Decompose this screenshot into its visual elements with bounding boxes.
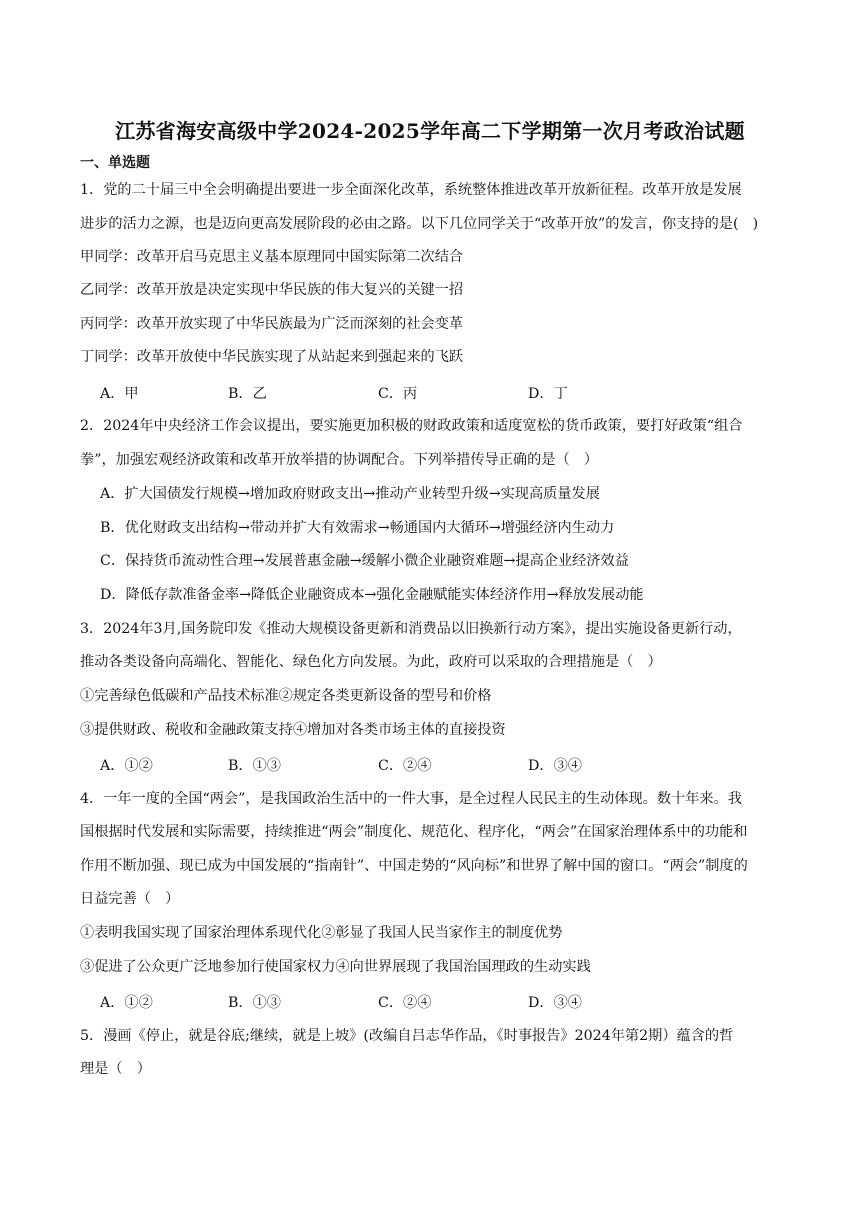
q1-statement-1: 甲同学：改革开启马克思主义基本原理同中国实际第二次结合 (80, 249, 464, 265)
q2-stem-line-2: 拳”，加强宏观经济政策和改革开放举措的协调配合。下列举措传导正确的是（ ） (80, 452, 599, 468)
q2-option-c[interactable]: C．保持货币流动性合理→发展普惠金融→缓解小微企业融资难题→提高企业经济效益 (100, 553, 629, 569)
q3-stem-line-2: 推动各类设备向高端化、智能化、绿色化方向发展。为此，政府可以采取的合理措施是（ ） (80, 654, 662, 670)
q4-stem-line-4: 日益完善（ ） (80, 891, 180, 907)
q3-statement-1: ①完善绿色低碳和产品技术标准②规定各类更新设备的型号和价格 (80, 688, 492, 704)
q3-option-c[interactable]: C．②④ (378, 758, 432, 774)
q3-option-a[interactable]: A．①② (100, 758, 153, 774)
q4-stem-line-3: 作用不断加强、现已成为中国发展的“指南针”、中国走势的“风向标”和世界了解中国的窗口。“两会”制度的 (80, 858, 748, 874)
q4-option-c[interactable]: C．②④ (378, 995, 432, 1011)
q2-option-b[interactable]: B．优化财政支出结构→带动并扩大有效需求→畅通国内大循环→增强经济内生动力 (100, 520, 615, 536)
q4-statement-2: ③促进了公众更广泛地参加行使国家权力④向世界展现了我国治国理政的生动实践 (80, 959, 591, 975)
q1-option-b[interactable]: B．乙 (228, 386, 267, 402)
q4-option-d[interactable]: D．③④ (528, 995, 582, 1011)
section-heading: 一、单选题 (80, 155, 150, 171)
q1-stem-line-2: 进步的活力之源，也是迈向更高发展阶段的必由之路。以下几位同学关于“改革开放”的发言，你支持的是( ) (80, 216, 759, 232)
page-title: 江苏省海安高级中学2024-2025学年高二下学期第一次月考政治试题 (115, 119, 745, 143)
q1-stem-line-1: 1．党的二十届三中全会明确提出要进一步全面深化改革，系统整体推进改革开放新征程。改革开放是发展 (80, 182, 742, 198)
q2-stem-line-1: 2．2024年中央经济工作会议提出，要实施更加积极的财政政策和适度宽松的货币政策，要打好政策“组合 (80, 418, 743, 434)
q1-statement-4: 丁同学：改革开放使中华民族实现了从站起来到强起来的飞跃 (80, 349, 464, 365)
q1-option-c[interactable]: C．丙 (378, 386, 418, 402)
q5-stem-line-1: 5．漫画《停止，就是谷底;继续，就是上坡》(改编自吕志华作品，《时事报告》2024年第2期）蕴含的哲 (80, 1028, 734, 1044)
q2-option-d[interactable]: D．降低存款准备金率→降低企业融资成本→强化金融赋能实体经济作用→释放发展动能 (100, 587, 644, 603)
q4-statement-1: ①表明我国实现了国家治理体系现代化②彰显了我国人民当家作主的制度优势 (80, 925, 563, 941)
q3-statement-2: ③提供财政、税收和金融政策支持④增加对各类市场主体的直接投资 (80, 722, 506, 738)
q3-option-b[interactable]: B．①③ (228, 758, 281, 774)
q4-stem-line-2: 国根据时代发展和实际需要，持续推进“两会”制度化、规范化、程序化，“两会”在国家治理体系中的功能和 (80, 824, 748, 840)
q1-option-a[interactable]: A．甲 (100, 386, 139, 402)
q2-option-a[interactable]: A．扩大国债发行规模→增加政府财政支出→推动产业转型升级→实现高质量发展 (100, 486, 600, 502)
q4-option-a[interactable]: A．①② (100, 995, 153, 1011)
q4-option-b[interactable]: B．①③ (228, 995, 281, 1011)
q3-option-d[interactable]: D．③④ (528, 758, 582, 774)
q1-statement-3: 丙同学：改革开放实现了中华民族最为广泛而深刻的社会变革 (80, 316, 464, 332)
q3-stem-line-1: 3．2024年3月,国务院印发《推动大规模设备更新和消费品以旧换新行动方案》，提出实施设备更新行动， (80, 621, 742, 637)
q4-stem-line-1: 4．一年一度的全国“两会”，是我国政治生活中的一件大事，是全过程人民民主的生动体现。数十年来。我 (80, 791, 742, 807)
q1-option-d[interactable]: D．丁 (528, 386, 568, 402)
q1-statement-2: 乙同学：改革开放是决定实现中华民族的伟大复兴的关键一招 (80, 282, 464, 298)
q5-stem-line-2: 理是（ ） (80, 1061, 151, 1077)
